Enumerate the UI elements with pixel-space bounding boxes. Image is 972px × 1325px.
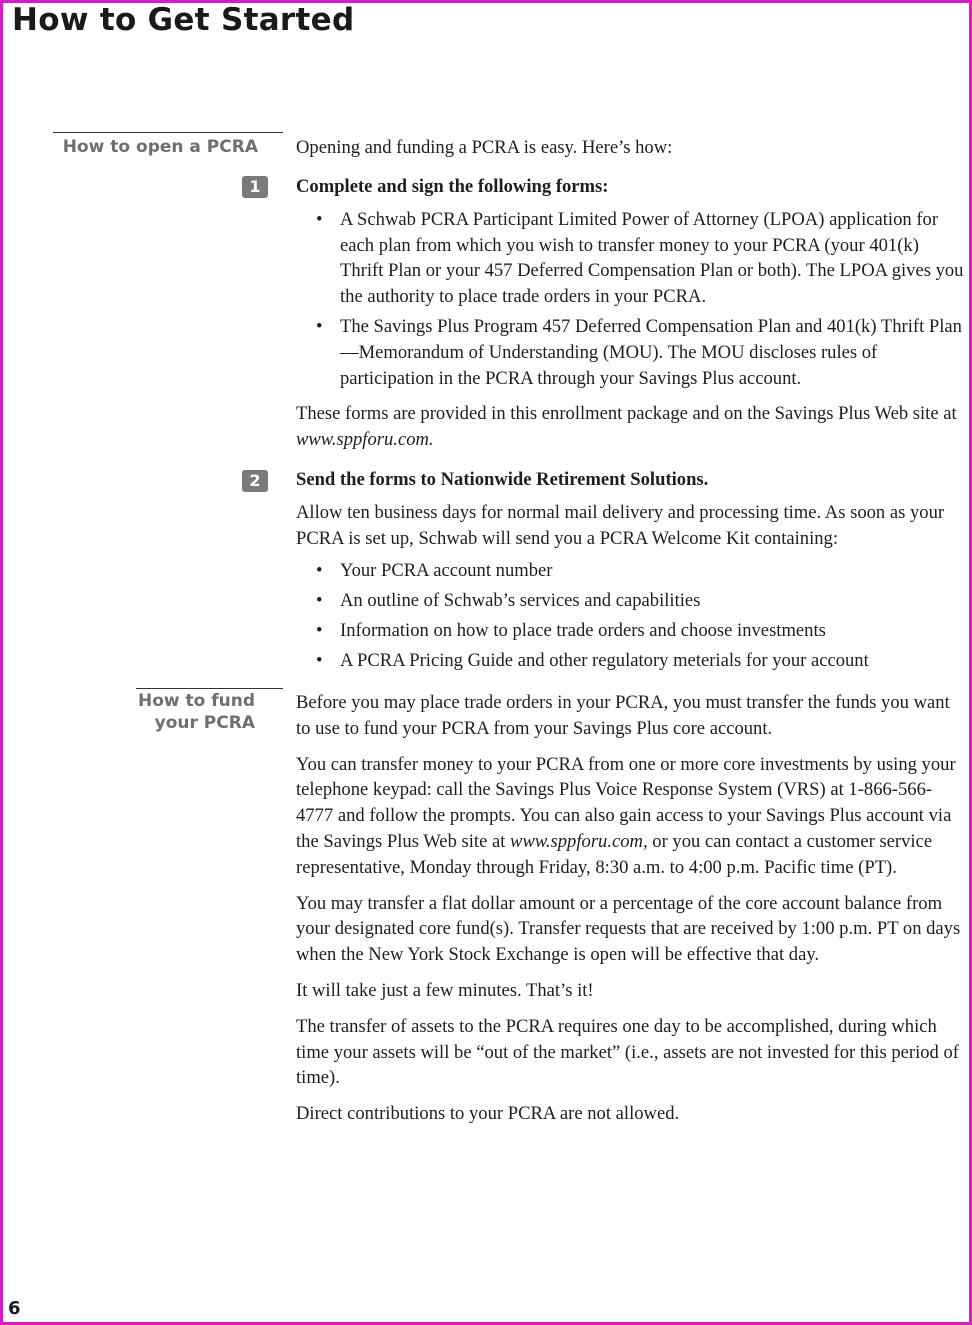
fund-paragraph-4: It will take just a few minutes. That’s it! xyxy=(296,979,594,1001)
section-rule-fund xyxy=(136,688,283,689)
step-1-forms-list xyxy=(296,207,966,392)
bullet-icon: • xyxy=(316,590,323,612)
list-item: • Your PCRA account number xyxy=(296,558,964,584)
list-item: • A PCRA Pricing Guide and other regulatory meterials for your account xyxy=(296,648,964,674)
open-intro xyxy=(296,135,964,161)
fund-paragraph-2: You can transfer money to your PCRA from one or more core investments by using your telephone keypad: call the Savings Plus Voice Response System (VRS) at 1-866-566-4777 and follow the prompts. You can also gain access to your Savings Plus account via the Savings Plus Web site at www.sppforu.com, or you can contact a customer service representative, Monday through Friday, 8:30 a.m. to 4:00 p.m. Pacific time (PT). xyxy=(296,753,956,878)
bullet-icon: • xyxy=(316,649,323,671)
page-title: How to Get Started xyxy=(12,2,355,38)
web-link[interactable]: www.sppforu.com, xyxy=(510,830,648,852)
section-heading-open: How to open a PCRA xyxy=(62,137,258,157)
web-link[interactable]: www.sppforu.com. xyxy=(296,429,434,451)
list-item: • An outline of Schwab’s services and capabilities xyxy=(296,588,964,614)
step-1-note: These forms are provided in this enrollment package and on the Savings Plus Web site at www.sppforu.com. xyxy=(296,403,957,451)
page-number: 6 xyxy=(8,1298,21,1319)
bullet-icon: • xyxy=(316,560,323,582)
bullet-icon: • xyxy=(316,315,323,337)
welcome-kit-list xyxy=(296,558,964,673)
step-2 xyxy=(296,467,964,674)
list-item: • The Savings Plus Program 457 Deferred Compensation Plan and 401(k) Thrift Plan—Memorandum of Understanding (MOU). The MOU discloses rules of participation in the PCRA through your Savings Plus account. xyxy=(316,315,962,389)
list-item: • A Schwab PCRA Participant Limited Power of Attorney (LPOA) application for each plan from which you wish to transfer money to your PCRA (your 401(k) Thrift Plan or your 457 Deferred Compensation Plan or both). The LPOA gives you the authority to place trade orders in your PCRA. xyxy=(316,208,964,308)
step-1 xyxy=(296,174,966,453)
step-2-title: Send the forms to Nationwide Retirement Solutions. xyxy=(296,469,709,490)
open-intro-text: Opening and funding a PCRA is easy. Here’s how: xyxy=(296,137,673,158)
fund-paragraph-6: Direct contributions to your PCRA are not allowed. xyxy=(296,1103,680,1125)
fund-paragraph-5: The transfer of assets to the PCRA requires one day to be accomplished, during which time your assets will be “out of the market” (i.e., assets are not invested for this period of time). xyxy=(296,1015,959,1089)
fund-body xyxy=(296,690,966,1127)
step-1-title: Complete and sign the following forms: xyxy=(296,176,609,197)
step-1-badge: 1 xyxy=(242,176,268,198)
section-rule-open xyxy=(53,132,283,133)
section-heading-fund-line1: How to fund xyxy=(137,691,255,711)
fund-paragraph-1: Before you may place trade orders in your PCRA, you must transfer the funds you want to use to fund your PCRA from your Savings Plus core account. xyxy=(296,692,950,739)
step-2-badge: 2 xyxy=(242,470,268,492)
list-item: • Information on how to place trade orders and choose investments xyxy=(296,618,964,644)
bullet-icon: • xyxy=(316,619,323,641)
section-heading-fund xyxy=(120,690,255,734)
bullet-icon: • xyxy=(316,208,323,230)
fund-paragraph-3: You may transfer a flat dollar amount or a percentage of the core account balance from your designated core fund(s). Transfer requests that are received by 1:00 p.m. PT on days when the New York Stock Exchange is open will be effective that day. xyxy=(296,892,961,966)
section-heading-fund-line2: your PCRA xyxy=(154,713,255,733)
step-2-text: Allow ten business days for normal mail delivery and processing time. As soon as your PCRA is set up, Schwab will send you a PCRA Welcome Kit containing: xyxy=(296,501,945,549)
